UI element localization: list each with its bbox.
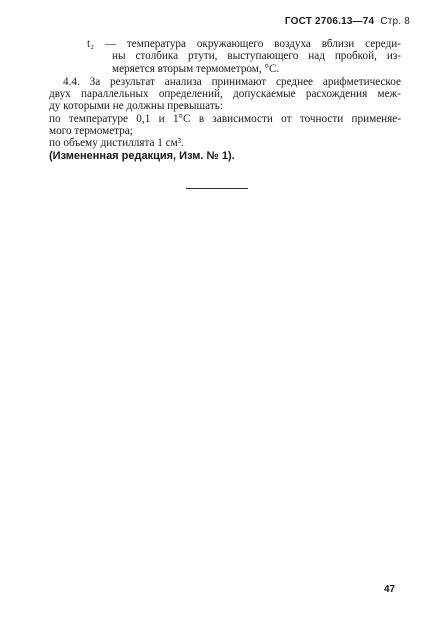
text-line: t₂ — температура окружающего воздуха вблизи середи- — [87, 38, 401, 50]
text-line: двух параллельных определений, допускаемые расхождения меж- — [49, 88, 401, 101]
body-text — [49, 38, 401, 162]
text-line: мого термометра; — [49, 125, 133, 138]
amendment-note — [49, 150, 401, 162]
text-line: меряется вторым термометром, °С. — [112, 62, 280, 75]
text-line: ны столбика ртути, выступающего над пробкой, из- — [112, 50, 401, 63]
text-line: по объему дистиллята 1 см³. — [49, 137, 184, 150]
standard-code: ГОСТ 2706.13—74 — [284, 16, 375, 27]
page-header — [285, 16, 410, 27]
page-reference: Стр. 8 — [380, 16, 410, 27]
paragraph-4-4 — [49, 76, 401, 150]
amendment-text: (Измененная редакция, Изм. № 1). — [49, 149, 235, 162]
text-line: ду которыми не должны превышать: — [49, 100, 223, 113]
paragraph-variable-definition — [49, 38, 401, 75]
text-line: по температуре 0,1 и 1°С в зависимости от точности применяе- — [49, 112, 401, 125]
page-number: 47 — [384, 584, 396, 595]
text-line: 4.4. За результат анализа принимают среднее арифметическое — [63, 75, 401, 88]
section-divider — [186, 188, 248, 189]
